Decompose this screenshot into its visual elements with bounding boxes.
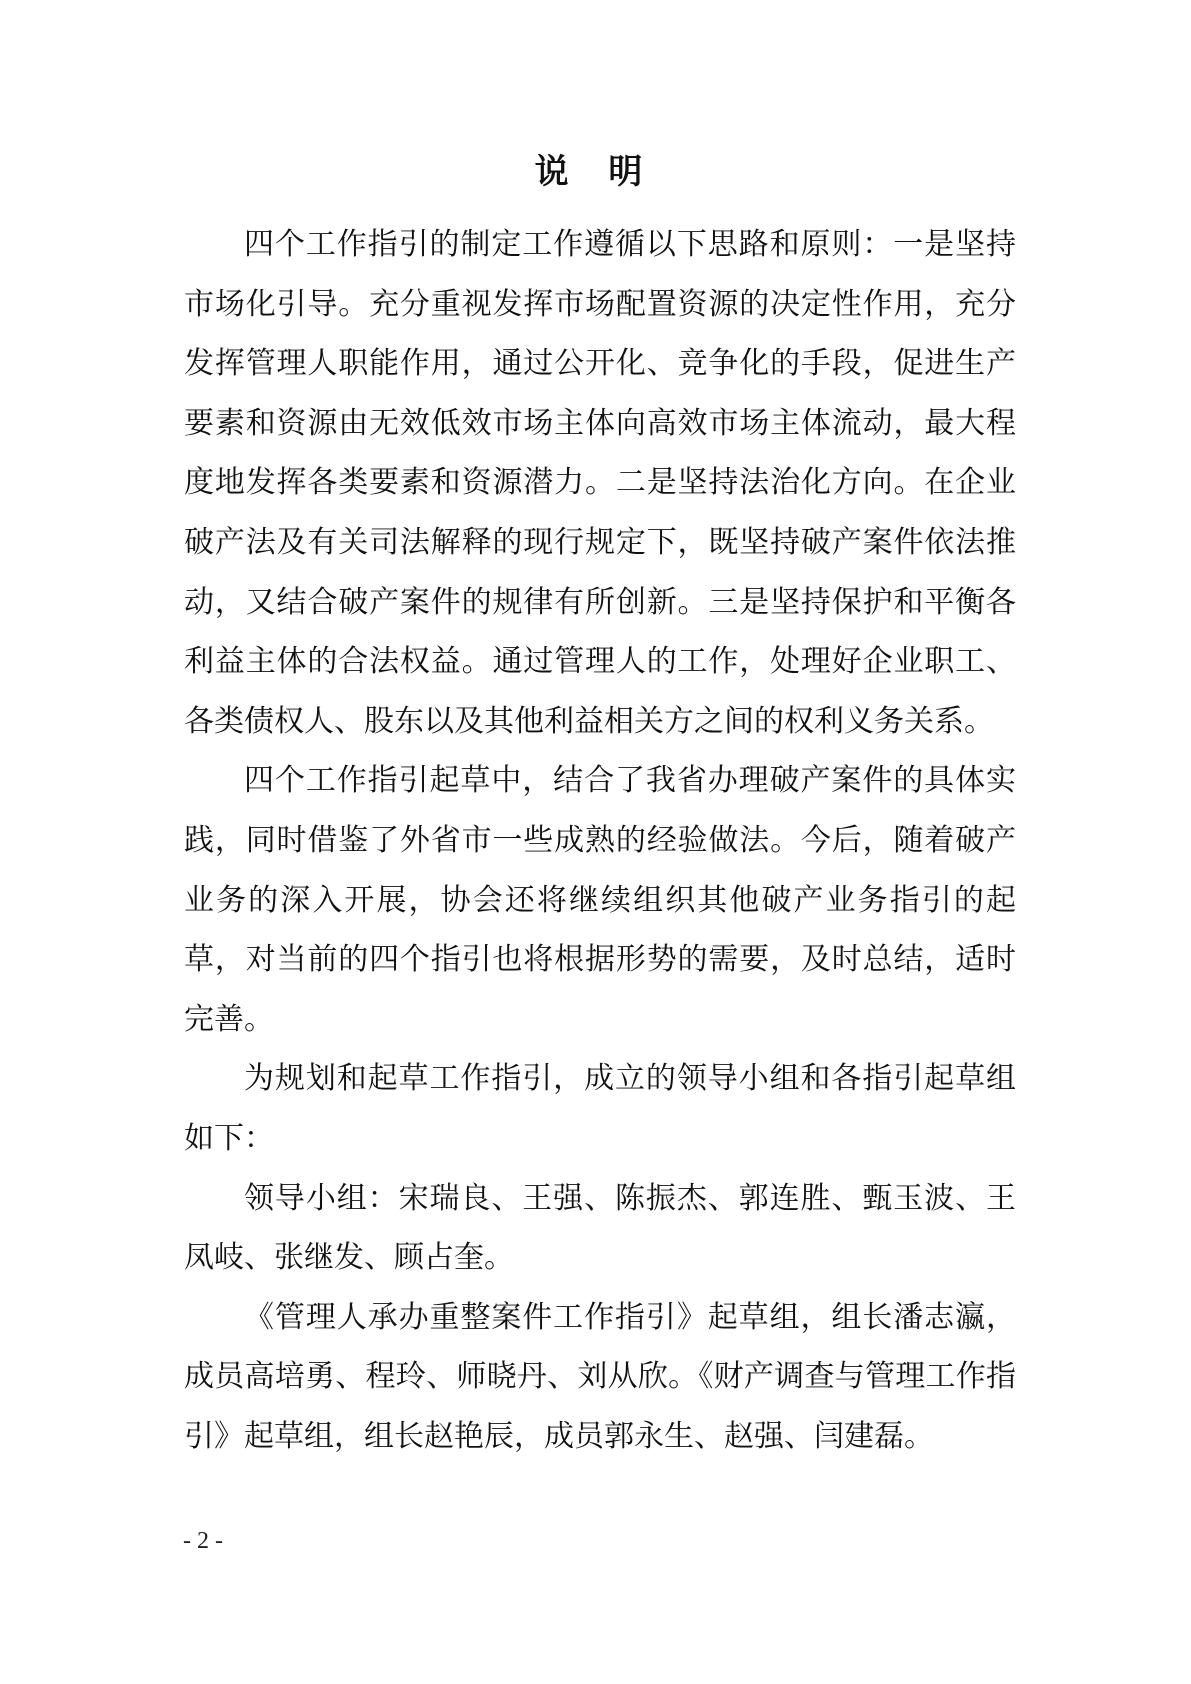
document-title: 说 明 — [534, 152, 657, 192]
document-body — [184, 215, 1016, 1466]
page-number: - 2 - — [183, 1528, 223, 1554]
paragraph-leadership-group: 领导小组：宋瑞良、王强、陈振杰、郭连胜、甄玉波、王凤岐、张继发、顾占奎。 — [184, 1180, 1016, 1276]
paragraph-drafting-groups: 《管理人承办重整案件工作指引》起草组，组长潘志瀛，成员高培勇、程玲、师晓丹、刘从欣。《财产调查与管理工作指引》起草组，组长赵艳辰，成员郭永生、赵强、闫建磊。 — [184, 1299, 1016, 1454]
paragraph-principles: 四个工作指引的制定工作遵循以下思路和原则：一是坚持市场化引导。充分重视发挥市场配置资源的决定性作用，充分发挥管理人职能作用，通过公开化、竞争化的手段，促进生产要素和资源由无效低效市场主体向高效市场主体流动，最大程度地发挥各类要素和资源潜力。二是坚持法治化方向。在企业破产法及有关司法解释的现行规定下，既坚持破产案件依法推动，又结合破产案件的规律有所创新。三是坚持保护和平衡各利益主体的合法权益。通过管理人的工作，处理好企业职工、各类债权人、股东以及其他利益相关方之间的权利义务关系。 — [184, 227, 1016, 739]
paragraph-groups-intro: 为规划和起草工作指引，成立的领导小组和各指引起草组如下： — [184, 1061, 1016, 1156]
paragraph-drafting-practice: 四个工作指引起草中，结合了我省办理破产案件的具体实践，同时借鉴了外省市一些成熟的经验做法。今后，随着破产业务的深入开展，协会还将继续组织其他破产业务指引的起草，对当前的四个指引也将根据形势的需要，及时总结，适时完善。 — [184, 763, 1016, 1037]
